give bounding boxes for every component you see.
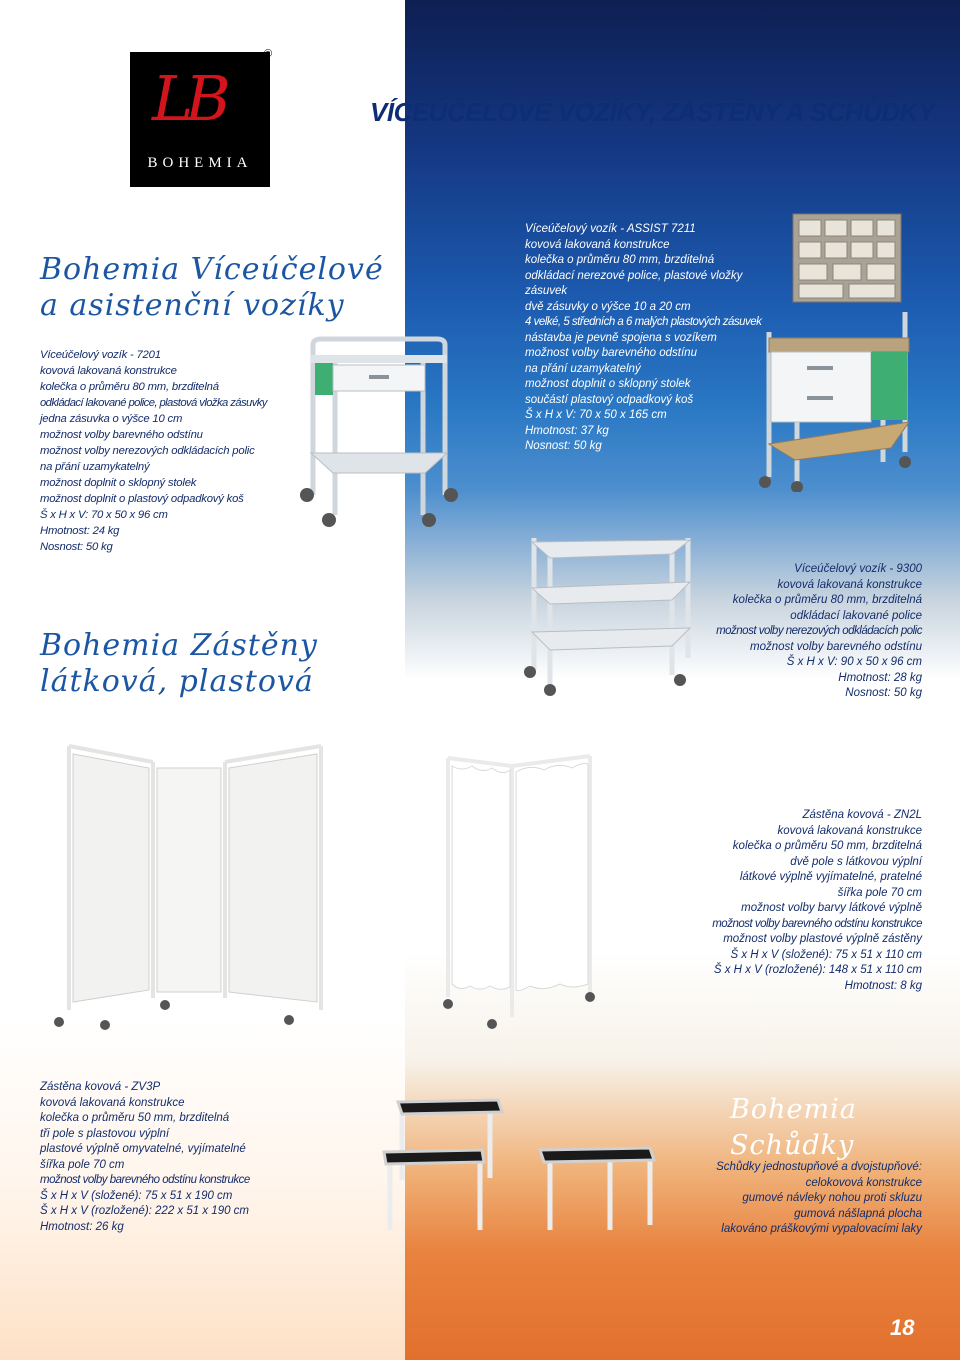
logo-wordmark: BOHEMIA [147,155,253,171]
spec-line: Víceúčelový vozík - 9300 [794,563,922,575]
spec-line: Zástěna kovová - ZV3P [40,1081,161,1093]
spec-line: dvě zásuvky o výšce 10 a 20 cm [525,300,691,313]
heading-line: látková, plastová [40,664,314,699]
spec-line: Š x H x V (rozložené): 222 x 51 x 190 cm [40,1205,250,1217]
spec-line: Š x H x V (rozložené): 148 x 51 x 110 cm [713,964,922,976]
spec-line: možnost volby barevného odstínu [525,347,697,359]
spec-line: kovová lakovaná konstrukce [40,365,177,377]
spec-line: Hmotnost: 37 kg [525,424,609,437]
spec-line: odkládací lakované police [790,609,922,622]
screen-zv3p-image [45,740,345,1030]
spec-line: možnost volby barevného odstínu [40,429,203,441]
spec-line: možnost volby barvy látkové výplně [741,902,922,914]
spec-line: Víceúčelový vozík - 7201 [40,349,161,361]
spec-line: možnost doplnit o sklopný stolek [525,378,691,390]
spec-line: Hmotnost: 28 kg [838,671,922,684]
spec-line: možnost volby barevného odstínu konstrukce [712,917,922,930]
spec-line: Nosnost: 50 kg [845,687,922,699]
spec-line: součástí plastový odpadkový koš [525,393,694,406]
section-heading-schudky: Bohemia Schůdky [730,1094,857,1161]
spec-block-zv3p [40,1080,300,1235]
spec-line: Víceúčelový vozík - ASSIST 7211 [525,223,696,235]
spec-block-9300 [640,562,922,702]
spec-line: možnost volby nerezových odkládacích polic [716,625,922,637]
page-number: 18 [890,1315,915,1340]
spec-line: Hmotnost: 8 kg [844,979,922,992]
spec-line: tři pole s plastovou výplní [40,1127,170,1140]
spec-line: 4 velké, 5 středních a 6 malých plastových zásuvek [525,316,762,328]
spec-line: gumové návleky nohou proti skluzu [742,1192,922,1204]
section-heading-zasteny [40,628,318,700]
brand-logo [130,52,270,187]
heading-line: Bohemia Víceúčelové [40,252,384,287]
spec-block-assist7211 [525,222,785,455]
spec-line: látkové výplně vyjímatelné, pratelné [739,871,922,883]
spec-line: Š x H x V: 90 x 50 x 96 cm [786,656,922,668]
spec-line: možnost doplnit o sklopný stolek [40,477,197,489]
spec-line: nástavba je pevně spojena s vozíkem [525,331,717,344]
screen-zn2l-image [440,752,600,1032]
spec-line: jedna zásuvka o výšce 10 cm [40,413,183,425]
spec-block-zn2l [620,808,922,994]
spec-line: kovová lakovaná konstrukce [777,578,922,591]
spec-line: Š x H x V (složené): 75 x 51 x 110 cm [730,948,922,961]
spec-line: odkládací lakované police, plastová vložka zásuvky [40,397,267,409]
spec-line: plastové výplně omyvatelné, vyjímatelné [40,1143,246,1155]
spec-line: dvě pole s látkovou výplní [790,855,922,868]
registered-mark: ® [264,48,273,60]
spec-line: lakováno práškovými vypalovacími laky [721,1223,922,1235]
spec-line: kolečka o průměru 50 mm, brzditelná [40,1112,230,1124]
spec-block-schudky [640,1160,922,1238]
spec-line: Nosnost: 50 kg [40,541,113,553]
spec-line: Nosnost: 50 kg [525,440,602,452]
spec-line: Zástěna kovová - ZN2L [802,809,922,821]
spec-line: kolečka o průměru 80 mm, brzditelná [40,381,219,393]
spec-line: na přání uzamykatelný [40,461,150,473]
spec-line: kolečka o průměru 50 mm, brzditelná [732,840,922,852]
heading-line: a asistenční vozíky [40,288,345,323]
spec-line: možnost volby nerezových odkládacích polic [40,445,255,457]
spec-line: kovová lakovaná konstrukce [777,824,922,837]
spec-line: šířka pole 70 cm [40,1158,125,1171]
spec-line: šířka pole 70 cm [837,886,922,899]
spec-line: možnost volby barevného odstínu konstrukce [40,1174,250,1186]
cart-7201-image [295,335,465,535]
section-heading-vozicky [40,252,384,324]
spec-line: možnost doplnit o plastový odpadkový koš [40,493,244,505]
spec-line: možnost volby plastové výplně zástěny [723,933,922,945]
spec-line: možnost volby barevného odstínu [750,640,922,653]
spec-line: kovová lakovaná konstrukce [525,238,670,251]
spec-line: Š x H x V: 70 x 50 x 165 cm [525,409,667,421]
spec-line: Hmotnost: 26 kg [40,1220,124,1233]
spec-line: celokovová konstrukce [805,1176,922,1189]
spec-line: kolečka o průměru 80 mm, brzditelná [525,254,715,266]
heading-line: Bohemia Zástěny [40,628,318,663]
spec-line: Š x H x V (složené): 75 x 51 x 190 cm [40,1189,233,1202]
spec-line: kolečka o průměru 80 mm, brzditelná [732,594,922,606]
spec-line: odkládací nerezové police, plastové vložky zásuvek [525,269,743,297]
logo-monogram: LB [152,62,223,135]
spec-line: Š x H x V: 70 x 50 x 96 cm [40,509,168,521]
spec-line: Schůdky jednostupňové a dvojstupňové: [716,1161,922,1173]
spec-line: gumová nášlapná plocha [794,1207,922,1220]
spec-line: Hmotnost: 24 kg [40,525,120,537]
spec-line: kovová lakovaná konstrukce [40,1096,185,1109]
spec-line: na přání uzamykatelný [525,362,641,375]
steps-image [350,1090,690,1250]
page-title: VÍCEÚČELOVÉ VOZÍKY, ZÁSTĚNY A SCHŮDKY [370,97,935,127]
spec-block-7201 [40,347,275,555]
